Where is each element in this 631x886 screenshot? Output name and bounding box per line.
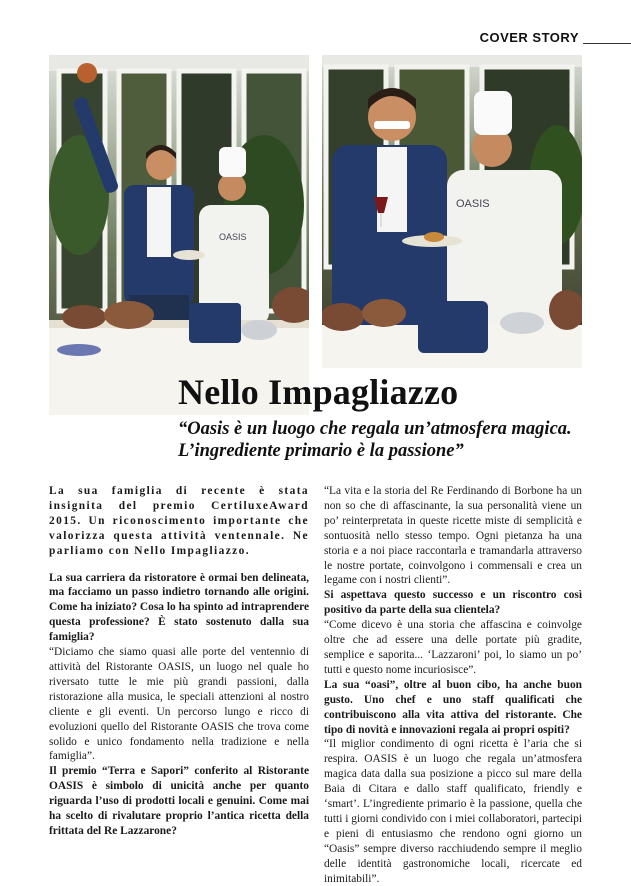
- photo-right-illustration: [322, 55, 582, 368]
- photo-owner-and-chef-left: [49, 55, 309, 415]
- jacket-logo-left: OASIS: [219, 232, 247, 242]
- section-rule: [583, 43, 631, 44]
- question-4: La sua “oasi”, oltre al buon cibo, ha anche buon gusto. Uno chef e uno staff qualificati che contribuiscono alla vita attiva del ristorante. Che tipo di novità e innovazioni regala ai propri ospiti?: [324, 678, 582, 736]
- article-lead: La sua famiglia di recente è stata insignita del premio CertiluxeAward 2015. Un riconoscimento importante che valorizza questa attività ventennale. Ne parliamo con Nello Impagliazzo.: [49, 485, 309, 557]
- jacket-logo-right: OASIS: [456, 198, 490, 210]
- question-1: La sua carriera da ristoratore è ormai ben delineata, ma facciamo un passo indietro tornando alle origini. Come ha iniziato? Cosa lo ha spinto ad intraprendere questa professione? È stato sostenuto dalla sua famiglia?: [49, 571, 309, 644]
- answer-3: “Come dicevo è una storia che affascina e coinvolge oltre che ad essere una delle portate più gradite, semplice e saporita... ‘Lazzaroni’ poi, lo siamo un po’ tutti e questo nome incuriosisce”.: [324, 619, 582, 676]
- article-column-left: [49, 484, 309, 839]
- article-subtitle: “Oasis è un luogo che regala un’atmosfera magica. L’ingrediente primario è la passione”: [178, 419, 572, 461]
- answer-1: “Diciamo che siamo quasi alle porte del ventennio di attività del Ristorante OASIS, un luogo nel quale ho riversato tutte le mie più grandi passioni, dalla ristorazione alla musica, le speciali attenzioni al nostro cliente e gli eventi. Un percorso lungo e ricco di evoluzioni quello del Ristorante OASIS che trova come solido e unico fondamento nella tradizione e nella famiglia”.: [49, 646, 309, 763]
- answer-2-continued: “La vita e la storia del Re Ferdinando di Borbone ha un non so che di affascinante, la sua personalità viene un po’ reinterpretata in queste ricette miste di semplicità e sontuosità nello stesso tempo. Ogni pietanza ha una storia e a noi piace raccontarla e tramandarla attraverso le nostre portate, coinvolgono i commensali e crea un legame con i nostri clienti”.: [324, 485, 582, 587]
- section-label: COVER STORY: [479, 30, 579, 45]
- photo-owner-and-chef-right: [322, 55, 582, 368]
- question-2: Il premio “Terra e Sapori” conferito al Ristorante OASIS è simbolo di unicità anche per quanto riguarda l’uso di prodotti locali e genuini. Come mai ha scelto di rivalutare proprio l’antica ricetta della frittata del Re Lazzarone?: [49, 765, 309, 837]
- answer-4: “Il miglior condimento di ogni ricetta è l’aria che si respira. OASIS è un luogo che regala un’atmosfera magica data dalla sua posizione a picco sul mare della Baia di Citara e dallo staff qualificato, friendly e ‘smart’. L’ingrediente primario è la passione, quella che tutti i giorni condivido con i miei collaboratori, partecipi e pieni di entusiasmo che rendono ogni giorno un “Oasis” sempre diverso racchiudendo sempre il meglio delle identità gastronomiche locali, ricercate ed inimitabili”.: [324, 738, 582, 885]
- article-title: Nello Impagliazzo: [178, 372, 459, 412]
- question-3: Si aspettava questo successo e un riscontro così positivo da parte della sua clientela?: [324, 589, 582, 617]
- article-column-right: [324, 484, 582, 886]
- photo-left-illustration: [49, 55, 309, 415]
